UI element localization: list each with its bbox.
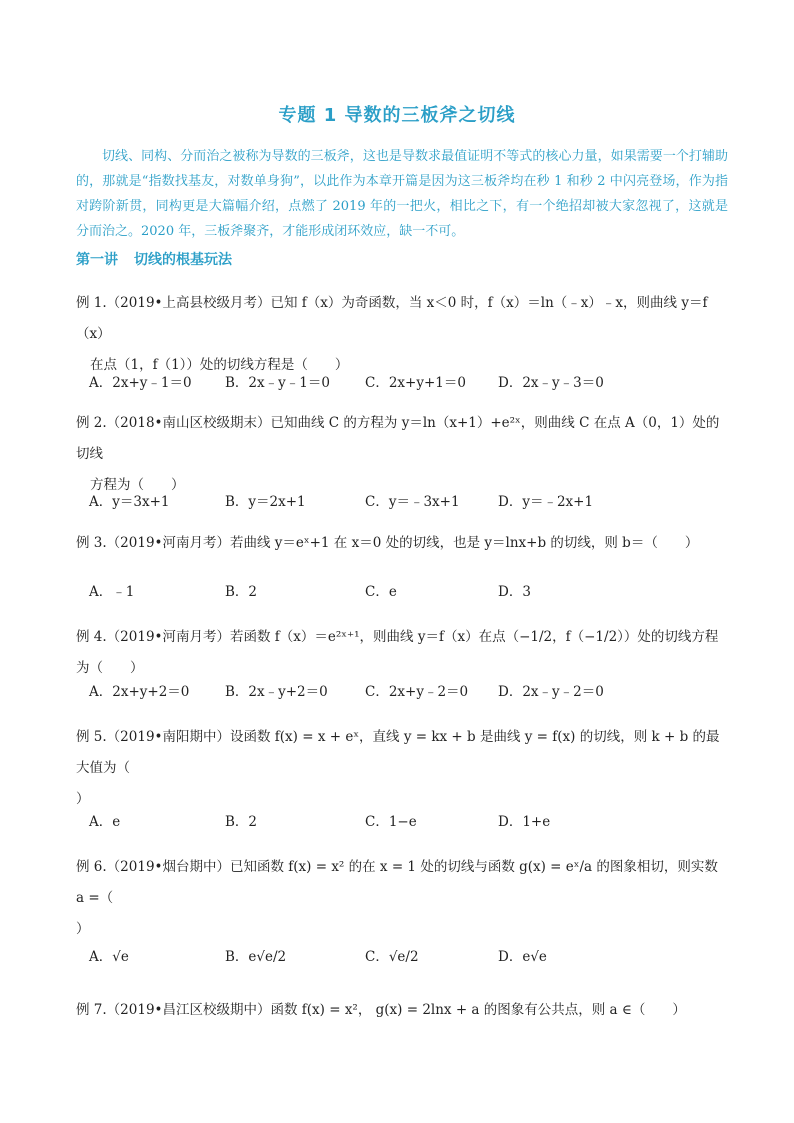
question-3 xyxy=(76,528,726,559)
question-7-line1: 例 7.（2019•昌江区校级期中）函数 f(x) = x²， g(x) = 2lnx + a 的图象有公共点，则 a ∈（ ） xyxy=(76,1002,686,1018)
question-7 xyxy=(76,995,726,1026)
section-name: 切线的根基玩法 xyxy=(134,252,232,268)
question-5 xyxy=(76,722,726,815)
question-2 xyxy=(76,408,726,501)
page-title: 专题 1 导数的三板斧之切线 xyxy=(278,105,516,126)
option-c[interactable]: C．√e/2 xyxy=(365,949,419,965)
section-heading xyxy=(76,249,232,269)
option-b[interactable]: B．y＝2x+1 xyxy=(225,494,306,510)
option-a[interactable]: A．2x+y+2＝0 xyxy=(89,684,190,700)
option-a[interactable]: A．√e xyxy=(89,949,129,965)
option-a[interactable]: A．e xyxy=(89,814,121,830)
intro-paragraph: 切线、同构、分而治之被称为导数的三板斧，这也是导数求最值证明不等式的核心力量，如果需要一个打辅助的，那就是“指数找基友，对数单身狗”，以此作为本章开篇是因为这三板斧均在秒 1 和秒 2 中闪亮登场，作为指对跨阶新贯，同构更是大篇幅介绍，点燃了 2019 年的一把火，相比之下，有一个绝招却被大家忽视了，这就是分而治之。2020 年，三板斧聚齐，才能形成闭环效应，缺一不可。 xyxy=(76,149,728,239)
question-5-line2: ） xyxy=(76,791,90,807)
question-6-line1: 例 6.（2019•烟台期中）已知函数 f(x) = x² 的在 x = 1 处的切线与函数 g(x) = eˣ/a 的图象相切，则实数 a =（ xyxy=(76,859,718,906)
question-2-line1: 例 2.（2018•南山区校级期末）已知曲线 C 的方程为 y＝ln（x+1）+e²ˣ，则曲线 C 在点 A（0，1）处的切线 xyxy=(76,415,720,462)
question-1-line1: 例 1.（2019•上高县校级月考）已知 f（x）为奇函数，当 x＜0 时，f（x）＝ln（﹣x）﹣x，则曲线 y＝f（x） xyxy=(76,295,708,342)
option-d[interactable]: D．y＝﹣2x+1 xyxy=(498,494,594,510)
question-6-line2: ） xyxy=(76,921,90,937)
question-4 xyxy=(76,622,726,684)
option-d[interactable]: D．1+e xyxy=(498,814,551,830)
option-b[interactable]: B．2 xyxy=(225,814,258,830)
question-3-line1: 例 3.（2019•河南月考）若曲线 y＝eˣ+1 在 x＝0 处的切线，也是 y＝lnx+b 的切线，则 b＝（ ） xyxy=(76,535,699,551)
question-1 xyxy=(76,288,726,381)
option-c[interactable]: C．y＝﹣3x+1 xyxy=(365,494,460,510)
option-a[interactable]: A．y＝3x+1 xyxy=(89,494,170,510)
option-c[interactable]: C．2x+y﹣2＝0 xyxy=(365,684,469,700)
option-d[interactable]: D．2x﹣y﹣2＝0 xyxy=(498,684,604,700)
option-d[interactable]: D．e√e xyxy=(498,949,547,965)
section-number: 第一讲 xyxy=(76,252,118,268)
option-a[interactable]: A．2x+y﹣1＝0 xyxy=(89,375,192,391)
option-d[interactable]: D．2x﹣y﹣3＝0 xyxy=(498,375,604,391)
option-b[interactable]: B．2x﹣y﹣1＝0 xyxy=(225,375,330,391)
option-b[interactable]: B．2 xyxy=(225,584,258,600)
question-6 xyxy=(76,852,726,945)
option-b[interactable]: B．e√e/2 xyxy=(225,949,287,965)
question-5-line1: 例 5.（2019•南阳期中）设函数 f(x) = x + eˣ，直线 y = kx + b 是曲线 y = f(x) 的切线，则 k + b 的最大值为（ xyxy=(76,729,720,776)
question-1-line2: 在点（1，f（1））处的切线方程是（ ） xyxy=(90,357,349,373)
option-b[interactable]: B．2x﹣y+2＝0 xyxy=(225,684,328,700)
option-c[interactable]: C．2x+y+1＝0 xyxy=(365,375,466,391)
option-c[interactable]: C．1−e xyxy=(365,814,417,830)
option-d[interactable]: D．3 xyxy=(498,584,531,600)
question-4-line1: 例 4.（2019•河南月考）若函数 f（x）＝e²ˣ⁺¹，则曲线 y＝f（x）在点（−1/2，f（−1/2））处的切线方程为（ ） xyxy=(76,629,719,676)
option-c[interactable]: C．e xyxy=(365,584,397,600)
option-a[interactable]: A．﹣1 xyxy=(89,584,135,600)
question-2-line2: 方程为（ ） xyxy=(90,477,185,493)
